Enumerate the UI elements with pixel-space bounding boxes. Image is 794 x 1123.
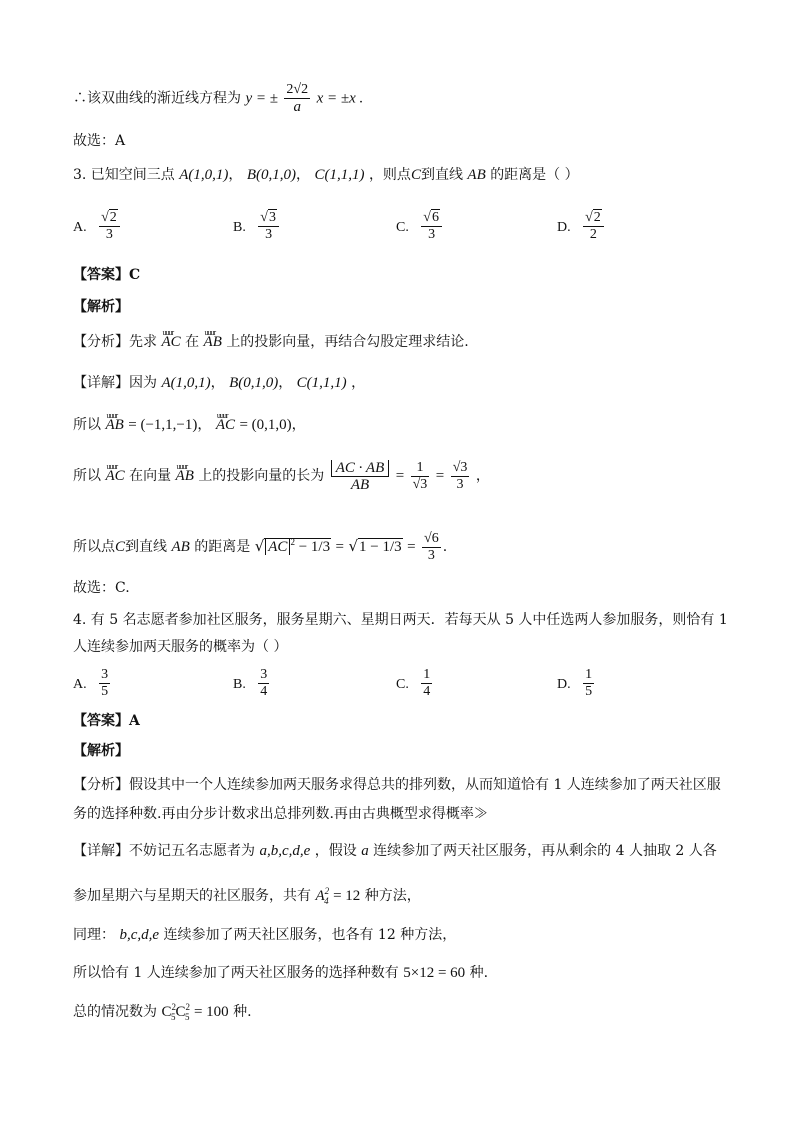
q3-distance-line: 所以点C到直线 AB 的距离是 √ AC $^2$ − 1/3 = √1 − 1/3 = $\frac{√6}{3}$ . [73, 522, 447, 567]
asymptote-line [73, 82, 363, 115]
q3-option-d[interactable]: D. $\frac{√2}{2}$ [557, 210, 606, 243]
q4-answer: 【答案】A [73, 713, 140, 729]
q4-stem-line-2: 人连续参加两天服务的概率为（ ） [73, 639, 288, 655]
q4-fenxi-line-2: 务的选择种数.再由分步计数求出总排列数.再由古典概型求得概率≫ [73, 806, 488, 822]
q3-vectors-line: 所以 uuur AB = (−1,1,−1)， uuur AC = (0,1,0)， [73, 415, 306, 435]
q4-detail-line-3: 同理： b,c,d,e 连续参加了两天社区服务，也各有 12 种方法， [73, 927, 457, 943]
q4-detail-line-4: 所以恰有 1 人连续参加了两天社区服务的选择种数有 5×12 = 60 种. [73, 965, 489, 981]
q3-projection-line: 所以 uuur AC 在向量 uuur AB 上的投影向量的长为 $\frac{AC \cdot AB}{AB}$ = $\frac{1}{√3}$ = $\frac{√3}{3}$ ， [73, 456, 490, 496]
q4-detail-line-5: 总的情况数为 $C^2_5C^2_5 = 100$ 种. [73, 1002, 252, 1022]
q4-stem-line-1: 4. 有 5 名志愿者参加社区服务，服务星期六、星期日两天．若每天从 5 人中任选两人参加服务，则恰有 1 [73, 612, 728, 628]
q3-option-a[interactable]: A. $\frac{√2}{3}$ [73, 210, 122, 243]
distance-radical-2: √1 − 1/3 [348, 537, 402, 555]
projection-fraction: $\frac{AC \cdot AB}{AB}$ [331, 460, 389, 493]
q3-choice: 故选：C. [73, 580, 130, 596]
q4-option-d[interactable]: D. $\frac{1}{5}$ [557, 667, 593, 699]
choice-line-2: 故选：A [73, 133, 126, 149]
q3-option-c[interactable]: C. $\frac{√6}{3}$ [396, 210, 444, 243]
q3-answer: 【答案】C [73, 267, 141, 283]
q3-stem: 3. 已知空间三点 A(1,0,1)， B(0,1,0)， C(1,1,1) ，则点C到直线 AB 的距离是（ ） [73, 167, 579, 183]
q3-fenxi: 【分析】先求 uuur AC 在 uuur AB 上的投影向量，再结合勾股定理求结论. [73, 332, 469, 352]
q4-fenxi-line-1: 【分析】假设其中一个人连续参加两天服务求得总共的排列数，从而知道恰有 1 人连续参加了两天社区服 [73, 777, 721, 793]
asymptote-text: ∴该双曲线的渐近线方程为 [73, 90, 241, 107]
q3-detail-points: 【详解】因为 A(1,0,1)， B(0,1,0)， C(1,1,1) ， [73, 375, 366, 391]
q4-option-a[interactable]: A. $\frac{3}{5}$ [73, 667, 109, 699]
q4-option-c[interactable]: C. $\frac{1}{4}$ [396, 667, 431, 699]
q3-analysis: 【解析】 [73, 299, 129, 315]
distance-radical-1: √ AC $^2$ − 1/3 [254, 537, 331, 555]
asymptote-tail: x = ±x . [316, 90, 364, 107]
asymptote-eq: y = ± [245, 90, 278, 107]
asymptote-fraction: $\frac{2√2}{a}$ [286, 82, 309, 115]
q4-analysis: 【解析】 [73, 743, 129, 759]
q4-detail-line-1: 【详解】不妨记五名志愿者为 a,b,c,d,e ，假设 a 连续参加了两天社区服务，再从剩余的 4 人抽取 2 人各 [73, 843, 717, 859]
q3-option-b[interactable]: B. $\frac{√3}{3}$ [233, 210, 281, 243]
q4-option-b[interactable]: B. $\frac{3}{4}$ [233, 667, 268, 699]
q4-detail-line-2: 参加星期六与星期天的社区服务，共有 $A^2_4 = 12$ 种方法， [73, 886, 421, 906]
